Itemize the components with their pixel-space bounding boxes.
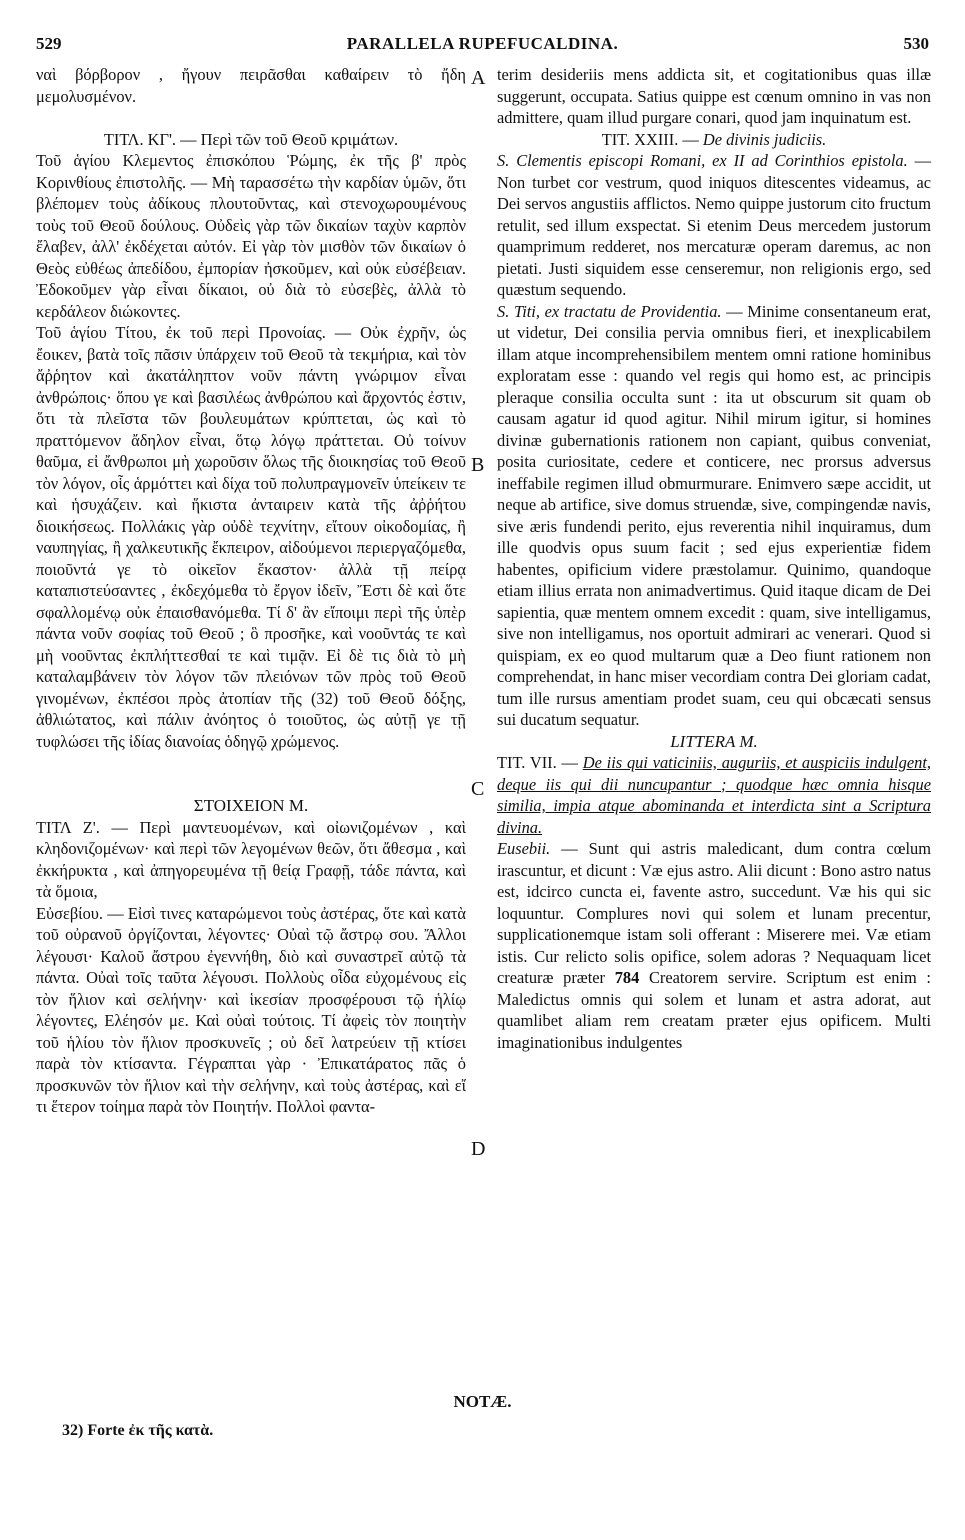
greek-paragraph-clement: Τοῦ ἁγίου Κλεμεντος ἐπισκόπου Ῥώμης, ἐκ τῆς β' πρὸς Κορινθίους ἐπιστολῆς. — Μὴ ταρασσέτω τὴν καρδίαν ὑμῶν, ὅτι βλέπομεν τοὺς ἀδίκους πλουτοῦντας, καὶ στενοχωρουμένους τοὺς τοῦ Θεοῦ δούλους. Οὐδεὶς γὰρ τῶν δικαίων ταχὺν καρπὸν ἔλαβεν, ἀλλ' ἐκδέχεται αὐτόν. Εἰ γὰρ τὸν μισθὸν τῶν δικαίων ὁ Θεὸς εὐθέως ἀπεδίδου, ἐμπορίαν ἠσκοῦμεν, καὶ οὐκ εὐσέβειαν. Ἐδοκοῦμεν γὰρ εἶναι δίκαιοι, οὐ διὰ τὸ εὐσεβὲς, ἀλλὰ τὸ κερδάλεον διώκοντες.	[36, 151, 466, 321]
page-number-left: 529	[36, 34, 62, 53]
margin-marker-a: A	[471, 67, 486, 89]
latin-title-23: TIT. XXIII. — De divinis judiciis.	[601, 129, 827, 149]
latin-column	[497, 64, 931, 1053]
running-title: PARALLELA RUPEFUCALDINA.	[346, 34, 619, 53]
greek-section-heading: ΣΤΟΙΧΕΙΟΝ Μ.	[193, 796, 309, 815]
greek-column	[36, 64, 466, 1118]
latin-title-7: TIT. VII. — De iis qui vaticiniis, auguriis, et auspiciis indulgent, deque iis qui dii nuncupantur ; quodque hæc omnia hisque similia, impia atque abominanda et interdicta sint a Scriptura divina.	[497, 753, 931, 837]
latin-section-heading: LITTERA M.	[670, 731, 758, 751]
latin-paragraph-0: terim desideriis mens addicta sit, et cogitationibus quas illæ suggerunt, occupata. Satius quippe est cœnum omnino in vas non admittere, quam illud purgare conari, quod jam inquinatum est.	[497, 65, 931, 127]
latin-paragraph-eusebius: Eusebii. — Sunt qui astris maledicant, dum contra cœlum irascuntur, et dicunt : Væ ejus astro. Alii dicunt : Bono astro natus est, idcirco cuncta ei, favente astro, succedunt. Væ his qui sic loquuntur. Complures novi qui solem et lunam precentur, supplicationemque istam soli offerant : Miserere mei. Væ etiam istis. Cur relicto solis opifice, solem adoras ? Nequaquam licet creaturæ præter 784 Creatorem servire. Scriptum est enim : Maledictus omnis qui solem et lunam et astra adorat, aut quamlibet aliam rem creatam præter ejus opificem. Multi imaginationibus indulgentes	[497, 839, 931, 1052]
margin-marker-b: B	[471, 454, 485, 476]
greek-paragraph-eusebius: Εὐσεβίου. — Εἰσὶ τινες καταρώμενοι τοὺς ἀστέρας, ὅτε καὶ κατὰ τοῦ οὐρανοῦ ὀργίζονται, λέγοντες· Οὐαὶ τῷ ἄστρῳ σου. Ἄλλοι λέγουσι· Καλοῦ ἄστρου ἐγεννήθη, διὸ καὶ συναστρεῖ αὐτῷ τὰ πάντα. Οὐαὶ τοῖς ταῦτα λέγουσι. Πολλοὺς οἶδα εὐχομένους εἰς τὸν ἥλιον καὶ σελήνην· καὶ ἱκεσίαν προσφέρουσι τῷ ἡλίῳ λέγοντες, Ελέησόν με. Καὶ οὐαὶ τούτοις. Τί ἀφεὶς τὸν ποιητὴν τοῦ ἡλίου τὸν ἥλιον προσκυνεῖς ; οὐ δεῖ λατρεύειν τῇ κτίσει παρὰ τὸν κτίσαντα. Γέγραπται γὰρ · Ἐπικατάρατος πᾶς ὁ προσκυνῶν τὸν ἥλιον καὶ τὴν σελήνην, καὶ τοὺς ἀστέρας, καὶ εἴ τι ἕτερον τοίημα παρὰ τὸν Ποιητήν. Πολλοὶ φαντα-	[36, 903, 466, 1116]
margin-marker-d: D	[471, 1138, 486, 1160]
running-header	[36, 34, 929, 58]
latin-paragraph-titus: S. Titi, ex tractatu de Providentia. — Minime consentaneum erat, ut videtur, Dei consilia pervia omnibus fieri, et inexplicabilem illam atque incomprehensibilem mentem omni ratione hominibus exploratam esse : quando vel regis qui homo est, ac principis pleraque consilia occulta sunt : ita ut obscurum sit quam ob causam agatur id quod agitur. Nihil mirum igitur, si homines divinæ gubernationis rationem non capiant, quibus conveniat, posita curiositate, cedere et conticere, nec prorsus adversus ineffabile regimen illud obmurmurare. Enimvero sæpe accidit, ut neque ab artifice, sive domus struendæ, sive, compingendæ navis, sive æris fundendi perito, ejus reverentia nihil inquiramus, dum ille quodvis opus suum facit ; sed ejus experientiæ fidem habentes, opificium videre præstolamur. Quinimo, quandoque etiam illius errata non animadvertimus. Quid itaque dicam de Dei sapientia, quæ mentem omnem excedit : quam, sive intelligamus, sive non intelligamus, nos oportuit admirari ac venerari. Quod si quispiam, ex eo quod multarum quæ a Deo fiunt rationem non comprehendat, in hanc miser vecordiam contra Dei gloriam cadat, tum ille rursus amentiam prodet suam, ceu qui obcæcati sensus sui ducatum sequatur.	[497, 301, 931, 729]
footnote-32: 32) Forte ἐκ τῆς κατὰ.	[62, 1422, 214, 1439]
greek-paragraph-0: ναὶ βόρβορον , ἤγουν πειρᾶσθαι καθαίρειν τὸ ἤδη μεμολυσμένον.	[36, 65, 466, 106]
greek-title-23: ΤΙΤΛ. ΚΓ'. — Περὶ τῶν τοῦ Θεοῦ κριμάτων.	[103, 129, 399, 149]
notes-heading: NOTÆ.	[453, 1392, 512, 1411]
greek-paragraph-titus: Τοῦ ἁγίου Τίτου, ἐκ τοῦ περὶ Προνοίας. — Οὐκ ἐχρῆν, ὡς ἔοικεν, βατὰ τοῖς πᾶσιν ὑπάρχειν τοῦ Θεοῦ τὰ τεκμήρια, καὶ τὸν ἄῤῥητον καὶ ἀκατάληπτον νοῦν πάντη γνώριμον εἶναι ἀνθρώποις· ὅπου γε καὶ βασιλέως ἀνθρώπου καὶ ἄρχοντός ἐστιν, ὅτι τὰ πλεῖστα τῶν βουλευμάτων κρύπτεται, ὡς καὶ τὸ πραττόμενον ἄδηλον εἶναι, ὅτῳ λόγῳ πράττεται. Οὐ τοίνυν θαῦμα, εἰ ἄνθρωποι μὴ χωροῦσιν ὅλως τῆς διοικησίας τοῦ Θεοῦ τὸν λόγον, οἷς ἁρμόττει καὶ δίχα τοῦ πολυπραγμονεῖν ὑπείκειν τε καὶ ἡσυχάζειν. καὶ ἥκιστα ἀνταιρειν κατὰ τῆς ἀῤῥήτου διοικήσεως. Πολλάκις γὰρ οὐδὲ τεχνίτην, εἴτουν οἰκοδομίας, ἢ ναυπηγίας, ἢ χαλκευτικῆς ἔκπειρον, αἰδούμενοι περιεργαζόμεθα, ποιοῦντά γε τὸ οἰκεῖον ἕκαστον· ἀλλὰ τῇ πείρᾳ καταπιστεύσαντες , ἐκδεχόμεθα τὸ ἔργον ἰδεῖν, Ἔστι δὲ καὶ ὅτε σφαλλομένῳ οὐκ ἐπαισθανόμεθα. Τί δ' ἂν εἴποιμι περὶ τῆς ὑπὲρ πάντα νοῦν σοφίας τοῦ Θεοῦ ; ὃ προσῆκε, καὶ νοοῦντάς τε καὶ μὴ νοοῦντας ἐκπλήττεσθαί τε καὶ τιμᾷν. Εἰ δὲ τις διὰ τὸ μὴ καταλαμβάνειν τὸν λόγον τῶν πλειόνων τῶν πρὸς τοῦ Θεοῦ γινομένων, ἐκπέσοι πρὸς ἀτοπίαν τῆς (32) τοῦ Θεοῦ δόξης, ἀθλιώτατος, καὶ πάλιν ἀνόητος ὁ τοιοῦτος, ὡς αὐτῇ γε τῇ τυφλώσει τῆς ἰδίας διανοίας ὁδηγῷ χρώμενος.	[36, 323, 466, 751]
greek-title-7: ΤΙΤΛ Ζ'. — Περὶ μαντευομένων, καὶ οἰωνιζομένων , καὶ κληδονιζομένων· καὶ περὶ τῶν λεγομένων θεῶν, ὅτι ἄθεσμα , καὶ ἐκκήρυκτα , καὶ ἀπηγορευμένα τῇ θείᾳ Γραφῇ, τάδε πάντα, καὶ τὰ ὅμοια,	[36, 817, 466, 901]
page-number-right: 530	[903, 34, 929, 53]
latin-paragraph-clement: S. Clementis episcopi Romani, ex II ad Corinthios epistola. — Non turbet cor vestrum, quod iniquos ditescentes videamus, ac Dei servos angustiis afflictos. Nemo quippe justorum cito fructum retulit, sed illum exspectat. Si etenim Deus mercedem justorum quamprimum redderet, nos mercaturæ operam daremus, ac non pietati. Justi siquidem esse censeremur, non religionis ergo, sed quæstum sequendo.	[497, 151, 931, 299]
margin-marker-c: C	[471, 778, 485, 800]
